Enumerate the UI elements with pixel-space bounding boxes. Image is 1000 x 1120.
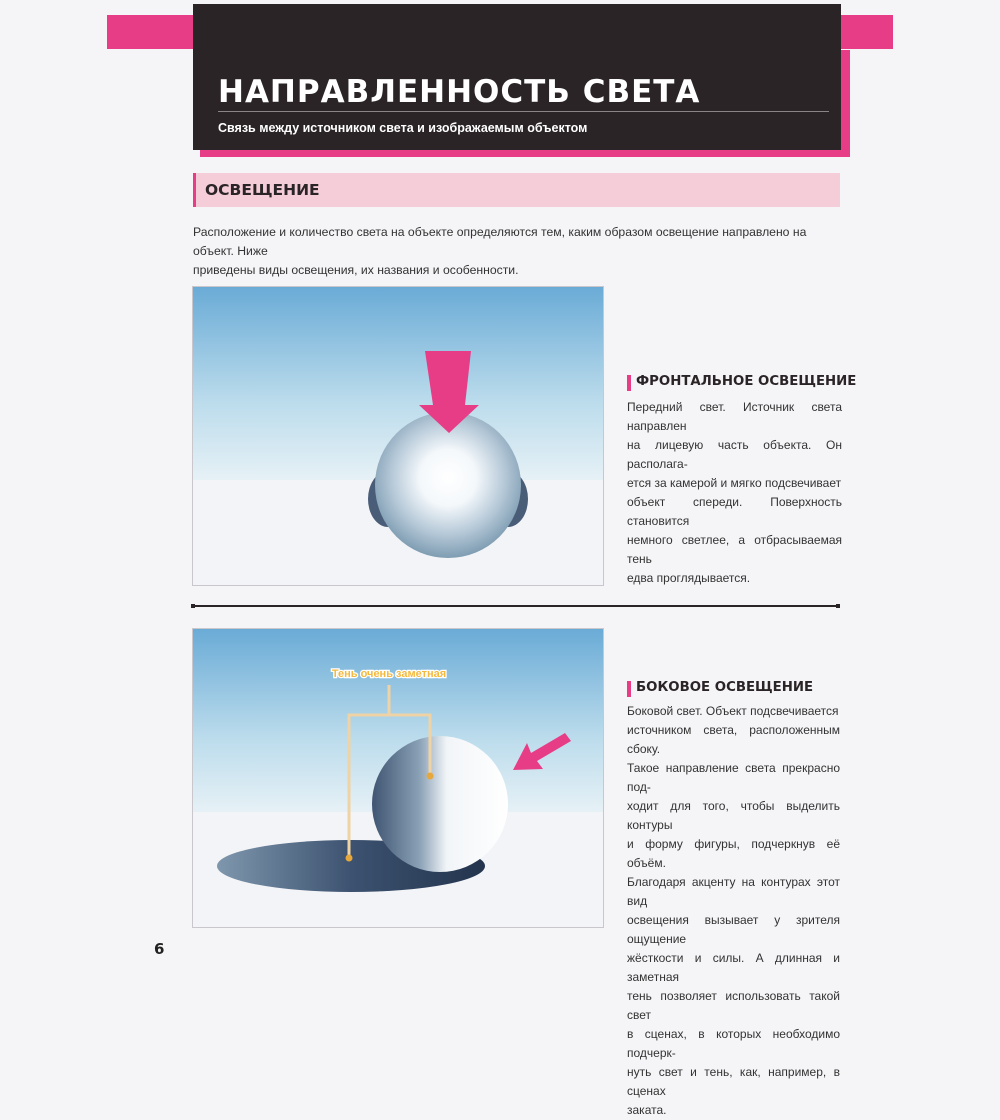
intro-line: Расположение и количество света на объекте определяются тем, каким образом освещение направлено на объект. Ниже	[193, 225, 807, 258]
side-heading-label: БОКОВОЕ ОСВЕЩЕНИЕ	[636, 680, 814, 695]
side-lighting-illustration	[192, 628, 604, 928]
frontal-scene-svg	[193, 287, 603, 585]
text-line: заката.	[627, 1103, 667, 1117]
side-heading	[627, 680, 813, 695]
callout-dot	[346, 855, 353, 862]
frontal-heading-label: ФРОНТАЛЬНОЕ ОСВЕЩЕНИЕ	[636, 374, 857, 389]
page-number: 6	[154, 940, 165, 958]
side-description	[627, 702, 840, 1120]
text-line: Передний свет. Источник света направлен	[627, 400, 842, 433]
section-divider	[191, 604, 840, 608]
heading-accent	[627, 375, 631, 391]
text-line: нуть свет и тень, как, например, в сценах	[627, 1065, 840, 1098]
text-line: и форму фигуры, подчеркнув её объём.	[627, 837, 840, 870]
heading-accent	[627, 681, 631, 697]
page-title: НАПРАВЛЕННОСТЬ СВЕТА	[218, 74, 701, 110]
text-line: Такое направление света прекрасно под-	[627, 761, 840, 794]
page-subtitle: Связь между источником света и изображаемым объектом	[218, 121, 588, 135]
text-line: ется за камерой и мягко подсвечивает	[627, 476, 842, 490]
text-line: Благодаря акценту на контурах этот вид	[627, 875, 840, 908]
section-title: ОСВЕЩЕНИЕ	[205, 181, 320, 199]
sphere	[375, 412, 521, 558]
text-line: объект спереди. Поверхность становится	[627, 495, 842, 528]
text-line: на лицевую часть объекта. Он располага-	[627, 438, 842, 471]
text-line: источником света, расположенным сбоку.	[627, 723, 840, 756]
callout-label: Тень очень заметная	[331, 668, 447, 680]
frontal-description	[627, 398, 842, 588]
section-accent	[193, 173, 196, 207]
text-line: тень позволяет использовать такой свет	[627, 989, 840, 1022]
text-line: ходит для того, чтобы выделить контуры	[627, 799, 840, 832]
side-scene-svg	[193, 629, 603, 927]
divider-line	[194, 605, 837, 607]
text-line: Боковой свет. Объект подсвечивается	[627, 704, 839, 718]
section-header	[193, 173, 840, 207]
text-line: освещения вызывает у зрителя ощущение	[627, 913, 840, 946]
sphere	[372, 736, 508, 872]
frontal-lighting-illustration	[192, 286, 604, 586]
divider-dot	[836, 604, 840, 608]
text-line: жёсткости и силы. А длинная и заметная	[627, 951, 840, 984]
frontal-heading	[627, 374, 856, 389]
callout-dot	[427, 773, 434, 780]
title-divider	[218, 111, 829, 112]
text-line: едва проглядывается.	[627, 571, 751, 585]
text-line: немного светлее, а отбрасываемая тень	[627, 533, 842, 566]
intro-paragraph	[193, 223, 833, 280]
text-line: в сценах, в которых необходимо подчерк-	[627, 1027, 840, 1060]
header-box	[193, 4, 841, 150]
intro-line: приведены виды освещения, их названия и особенности.	[193, 263, 519, 277]
